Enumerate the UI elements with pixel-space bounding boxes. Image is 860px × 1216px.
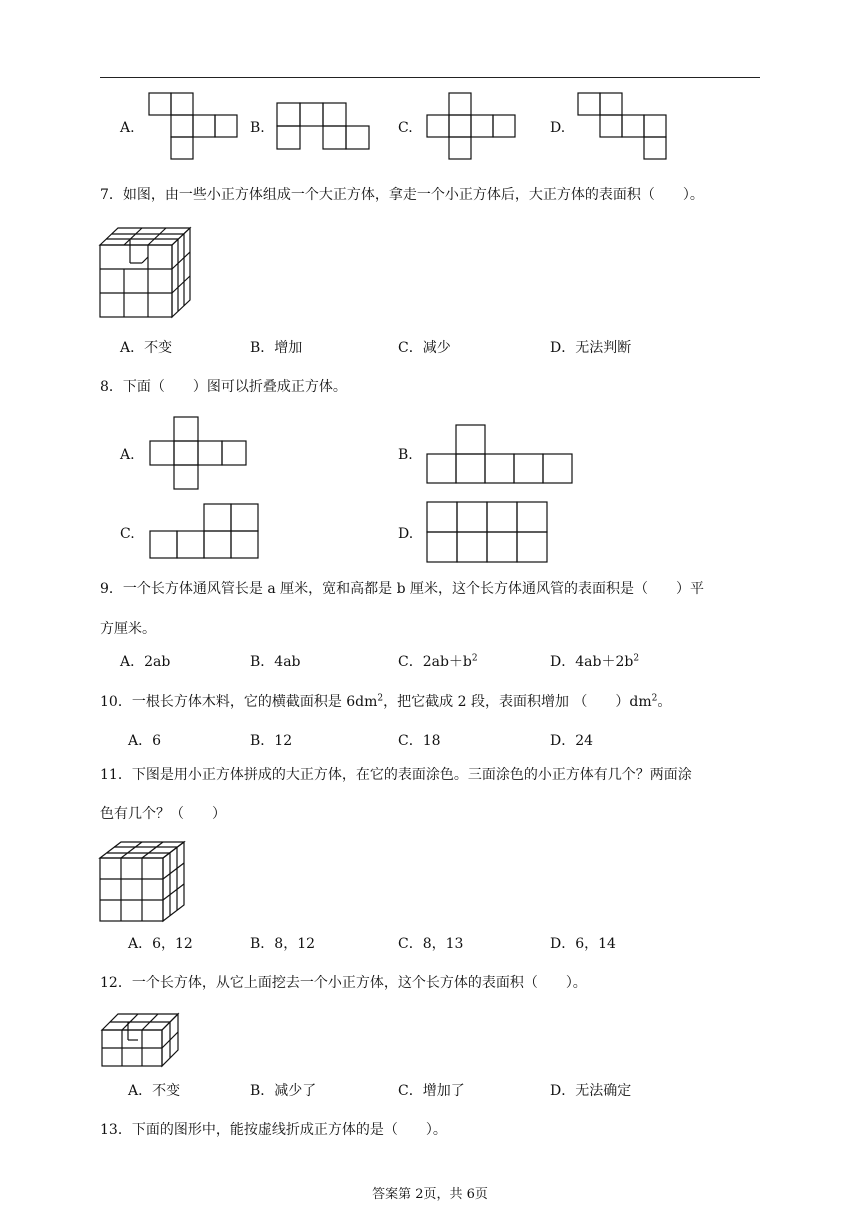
q6-option-a[interactable]: A. [120,120,135,136]
q12-cuboid-figure [0,0,1,1]
page-footer: 答案第 2页，共 6页 [372,1187,488,1202]
q11-stem-line2: 色有几个？（ ） [100,806,226,822]
q7-stem: 7．如图，由一些小正方体组成一个大正方体，拿走一个小正方体后，大正方体的表面积（ ）。 [100,187,704,203]
q13-stem: 13．下面的图形中，能按虚线折成正方体的是（ ）。 [100,1122,447,1138]
q10-option-b[interactable]: B．12 [250,733,293,749]
q8-option-c[interactable]: C. [120,526,135,542]
q6-option-d[interactable]: D. [550,120,566,136]
q9-stem-line2: 方厘米。 [100,621,156,637]
q8-option-a[interactable]: A. [120,447,135,463]
q9-stem-line1: 9．一个长方体通风管长是 a 厘米，宽和高都是 b 厘米，这个长方体通风管的表面积是（ ）平 [100,581,705,597]
q7-option-b[interactable]: B．增加 [250,340,303,356]
q11-option-c[interactable]: C．8，13 [398,936,464,952]
q8-option-d[interactable]: D. [398,526,414,542]
q12-option-d[interactable]: D．无法确定 [550,1083,632,1099]
q9-option-a[interactable]: A．2ab [120,654,171,670]
q10-stem: 10．一根长方体木料，它的横截面积是 $6dm^2$，把它截成 2 段，表面积增加 （ ）$dm^2$。 [100,693,672,710]
q9-option-c[interactable]: C．$2ab+b^2$ [398,653,478,670]
q10-option-c[interactable]: C．18 [398,733,441,749]
q8-stem: 8．下面（ ）图可以折叠成正方体。 [100,379,347,395]
q6-option-c[interactable]: C. [398,120,413,136]
q12-option-c[interactable]: C．增加了 [398,1083,465,1099]
q11-stem-line1: 11．下图是用小正方体拼成的大正方体，在它的表面涂色。三面涂色的小正方体有几个？两面涂 [100,767,692,783]
q12-option-b[interactable]: B．减少了 [250,1083,317,1099]
q6-option-b[interactable]: B. [250,120,265,136]
header-rule [100,77,760,78]
q9-option-d[interactable]: D．$4ab+2b^2$ [550,653,640,670]
q8-option-b[interactable]: B. [398,447,413,463]
q10-option-a[interactable]: A．6 [128,733,162,749]
q9-option-b[interactable]: B．4ab [250,654,301,670]
q10-option-d[interactable]: D．24 [550,733,594,749]
q7-option-c[interactable]: C．减少 [398,340,451,356]
q11-option-a[interactable]: A．6，12 [128,936,193,952]
q7-option-d[interactable]: D．无法判断 [550,340,632,356]
q7-option-a[interactable]: A．不变 [120,340,173,356]
q12-option-a[interactable]: A．不变 [128,1083,181,1099]
q11-option-b[interactable]: B．8，12 [250,936,316,952]
q11-option-d[interactable]: D．6，14 [550,936,616,952]
q12-stem: 12．一个长方体，从它上面挖去一个小正方体，这个长方体的表面积（ ）。 [100,975,587,991]
